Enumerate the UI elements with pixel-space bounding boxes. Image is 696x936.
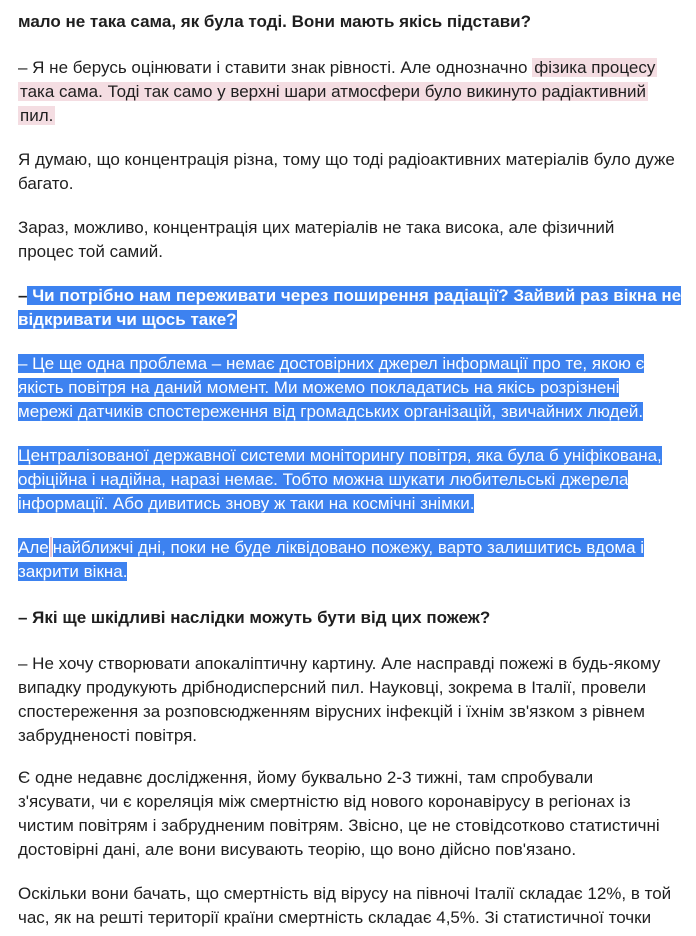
text-line: процес той самий. — [18, 242, 163, 261]
text-line: Оскільки вони бачать, що смертність від вірусу на півночі Італії складає 12%, в той — [18, 884, 672, 903]
selected-text[interactable]: найближчі дні, поки не буде ліквідовано пожежу, варто залишитись вдома і — [52, 538, 645, 557]
text-line: Є одне недавнє дослідження, йому буквально 2-3 тижні, там спробували — [18, 768, 594, 787]
paragraph — [18, 652, 660, 748]
answer-paragraph — [18, 56, 657, 128]
text-line: час, як на решті території країни смертність складає 4,5%. Зі статистичної точки — [18, 908, 652, 927]
selected-text[interactable]: якість повітря на даний момент. Ми можемо покладатись на якісь розрізнені — [18, 378, 620, 397]
text-line: забрудненості повітря. — [18, 726, 198, 745]
selected-text[interactable]: Централізованої державної системи моніторингу повітря, яка була б уніфікована, — [18, 446, 662, 465]
selected-text[interactable]: відкривати чи щось таке? — [18, 310, 237, 329]
paragraph — [18, 882, 671, 930]
selected-text[interactable]: інформації. Або дивитись знову ж таки на космічні знімки. — [18, 494, 475, 513]
question-dash: – — [18, 286, 28, 305]
text-line: Я думаю, що концентрація різна, тому що тоді радіоактивних матеріалів було дуже — [18, 150, 675, 169]
highlighted-text[interactable]: така сама. Тоді так само у верхні шари атмосфери було викинуто радіактивний — [20, 82, 647, 101]
selected-text[interactable]: Чи потрібно нам переживати через поширення радіації? Зайвий раз вікна не — [27, 286, 682, 305]
question-line: мало не така сама, як була тоді. Вони мають якісь підстави? — [18, 12, 531, 31]
text-line: Зараз, можливо, концентрація цих матеріалів не така висока, але фізичний — [18, 218, 615, 237]
question — [18, 606, 490, 630]
selected-text[interactable]: мережі датчиків спостереження від громадських організацій, звичайних людей. — [18, 402, 644, 421]
question-tail — [18, 10, 531, 34]
paragraph — [18, 216, 614, 264]
text-line: з'ясувати, чи є кореляція між смертністю від нового коронавірусу в регіонах із — [18, 792, 631, 811]
selected-text[interactable]: – Це ще одна проблема – немає достовірних джерел інформації про те, якою є — [18, 354, 645, 373]
selected-paragraph — [18, 444, 662, 516]
text-line: достовірні дані, але вони висувають теорію, що воно дійсно пов'язано. — [18, 840, 577, 859]
highlighted-text[interactable]: пил. — [20, 106, 54, 125]
selected-paragraph — [18, 352, 644, 424]
answer-text: – Я не берусь оцінювати і ставити знак рівності. Але однозначно — [18, 58, 533, 77]
text-line: спостереження за розповсюдженням вірусних інфекцій і їхнім зв'язком з рівнем — [18, 702, 645, 721]
question-line: – Які ще шкідливі наслідки можуть бути від цих пожеж? — [18, 608, 491, 627]
text-line: багато. — [18, 174, 74, 193]
text-cursor — [50, 537, 52, 557]
text-line: – Не хочу створювати апокаліптичну картину. Але насправді пожежі в будь-якому — [18, 654, 661, 673]
selected-text[interactable]: закрити вікна. — [18, 562, 128, 581]
text-line: випадку продукують дрібнодисперсний пил. Науковці, зокрема в Італії, провели — [18, 678, 647, 697]
selected-text[interactable]: Але — [18, 538, 49, 557]
highlighted-text[interactable]: фізика процесу — [534, 58, 656, 77]
paragraph — [18, 766, 660, 862]
text-line: чистим повітрям і забрудненим повітрям. Звісно, це не стовідсотково статистичні — [18, 816, 660, 835]
selected-question — [18, 284, 681, 332]
paragraph — [18, 148, 675, 196]
selected-text[interactable]: офіційна і надійна, наразі немає. Тобто можна шукати любительські джерела — [18, 470, 629, 489]
selected-paragraph — [18, 536, 644, 584]
